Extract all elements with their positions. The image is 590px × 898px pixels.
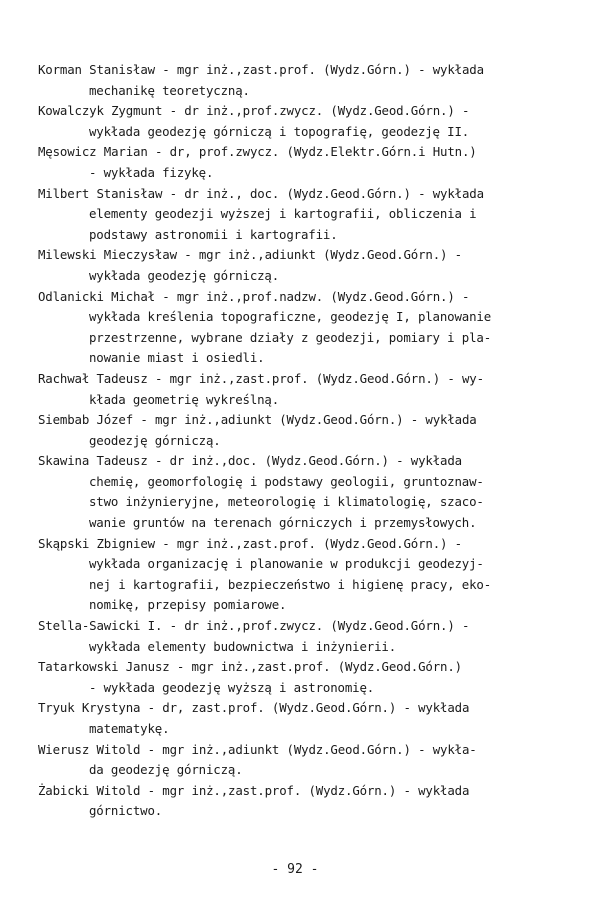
- entry-first-line: Rachwał Tadeusz - mgr inż.,zast.prof. (Wydz.Geod.Górn.) - wy-: [38, 370, 484, 386]
- entry-first-line: Stella-Sawicki I. - dr inż.,prof.zwycz. (Wydz.Geod.Górn.) -: [38, 618, 470, 634]
- staff-entry: [38, 101, 558, 142]
- staff-entry: [38, 245, 558, 286]
- entry-continuation-line: nomikę, przepisy pomiarowe.: [89, 597, 287, 613]
- entry-first-line: Skąpski Zbigniew - mgr inż.,zast.prof. (Wydz.Geod.Górn.) -: [38, 535, 462, 551]
- entry-first-line: Wierusz Witold - mgr inż.,adiunkt (Wydz.Geod.Górn.) - wykła-: [38, 741, 477, 757]
- entry-first-line: Milbert Stanisław - dr inż., doc. (Wydz.Geod.Górn.) - wykłada: [38, 185, 484, 201]
- entry-continuation-line: chemię, geomorfologię i podstawy geologii, gruntoznaw-: [89, 473, 484, 489]
- page-number: - 92 -: [271, 862, 319, 877]
- entry-first-line: Żabicki Witold - mgr inż.,zast.prof. (Wydz.Górn.) - wykłada: [38, 782, 470, 798]
- staff-entry: [38, 142, 558, 183]
- staff-entry: [38, 616, 558, 657]
- staff-entry: [38, 184, 558, 246]
- entry-continuation-line: górnictwo.: [89, 803, 163, 819]
- entry-continuation-line: nowanie miast i osiedli.: [89, 350, 265, 366]
- entry-continuation-line: wykłada geodezję górniczą.: [89, 267, 280, 283]
- staff-entry: [38, 369, 558, 410]
- entry-continuation-line: podstawy astronomii i kartografii.: [89, 226, 338, 242]
- entry-continuation-line: wykłada geodezję górniczą i topografię, geodezję II.: [89, 123, 470, 139]
- staff-entry: [38, 781, 558, 822]
- staff-entry: [38, 657, 558, 698]
- entry-continuation-line: matematykę.: [89, 721, 170, 736]
- staff-entry: [38, 287, 558, 369]
- entry-first-line: Siembab Józef - mgr inż.,adiunkt (Wydz.Geod.Górn.) - wykłada: [38, 412, 477, 428]
- staff-entry: [38, 60, 558, 101]
- entry-continuation-line: wykłada organizację i planowanie w produkcji geodezyj-: [89, 556, 484, 572]
- entry-first-line: Milewski Mieczysław - mgr inż.,adiunkt (Wydz.Geod.Górn.) -: [38, 247, 462, 263]
- entry-continuation-line: - wykłada fizykę.: [89, 164, 214, 180]
- staff-entry: [38, 698, 558, 739]
- entry-continuation-line: geodezję górniczą.: [89, 432, 221, 448]
- entry-continuation-line: da geodezję górniczą.: [89, 762, 243, 778]
- entry-continuation-line: elementy geodezji wyższej i kartografii, obliczenia i: [89, 206, 477, 222]
- staff-entry: [38, 740, 558, 781]
- entry-continuation-line: wykłada elementy budownictwa i inżynierii.: [89, 638, 397, 654]
- entry-first-line: Kowalczyk Zygmunt - dr inż.,prof.zwycz. (Wydz.Geod.Górn.) -: [38, 103, 470, 119]
- entry-continuation-line: - wykłada geodezję wyższą i astronomię.: [89, 679, 375, 695]
- staff-entry: [38, 534, 558, 616]
- entry-continuation-line: kłada geometrię wykreślną.: [89, 391, 280, 407]
- entry-first-line: Tryuk Krystyna - dr, zast.prof. (Wydz.Geod.Górn.) - wykłada: [38, 700, 470, 716]
- entry-continuation-line: mechanikę teoretyczną.: [89, 82, 250, 98]
- entry-continuation-line: przestrzenne, wybrane działy z geodezji, pomiary i pla-: [89, 329, 492, 345]
- entry-first-line: Męsowicz Marian - dr, prof.zwycz. (Wydz.Elektr.Górn.i Hutn.): [38, 144, 477, 160]
- staff-entry: [38, 410, 558, 451]
- entry-first-line: Korman Stanisław - mgr inż.,zast.prof. (Wydz.Górn.) - wykłada: [38, 62, 484, 77]
- staff-entry: [38, 451, 558, 533]
- entry-continuation-line: wanie gruntów na terenach górniczych i przemysłowych.: [89, 515, 477, 531]
- entry-continuation-line: stwo inżynieryjne, meteorologię i klimatologię, szaco-: [89, 494, 484, 510]
- entry-continuation-line: nej i kartografii, bezpieczeństwo i higienę pracy, eko-: [89, 576, 492, 592]
- entry-first-line: Tatarkowski Janusz - mgr inż.,zast.prof. (Wydz.Geod.Górn.): [38, 659, 462, 675]
- entry-continuation-line: wykłada kreślenia topograficzne, geodezję I, planowanie: [89, 309, 492, 325]
- entry-first-line: Odlanicki Michał - mgr inż.,prof.nadzw. (Wydz.Geod.Górn.) -: [38, 288, 470, 304]
- staff-list: [38, 60, 558, 822]
- entry-first-line: Skawina Tadeusz - dr inż.,doc. (Wydz.Geod.Górn.) - wykłada: [38, 453, 462, 469]
